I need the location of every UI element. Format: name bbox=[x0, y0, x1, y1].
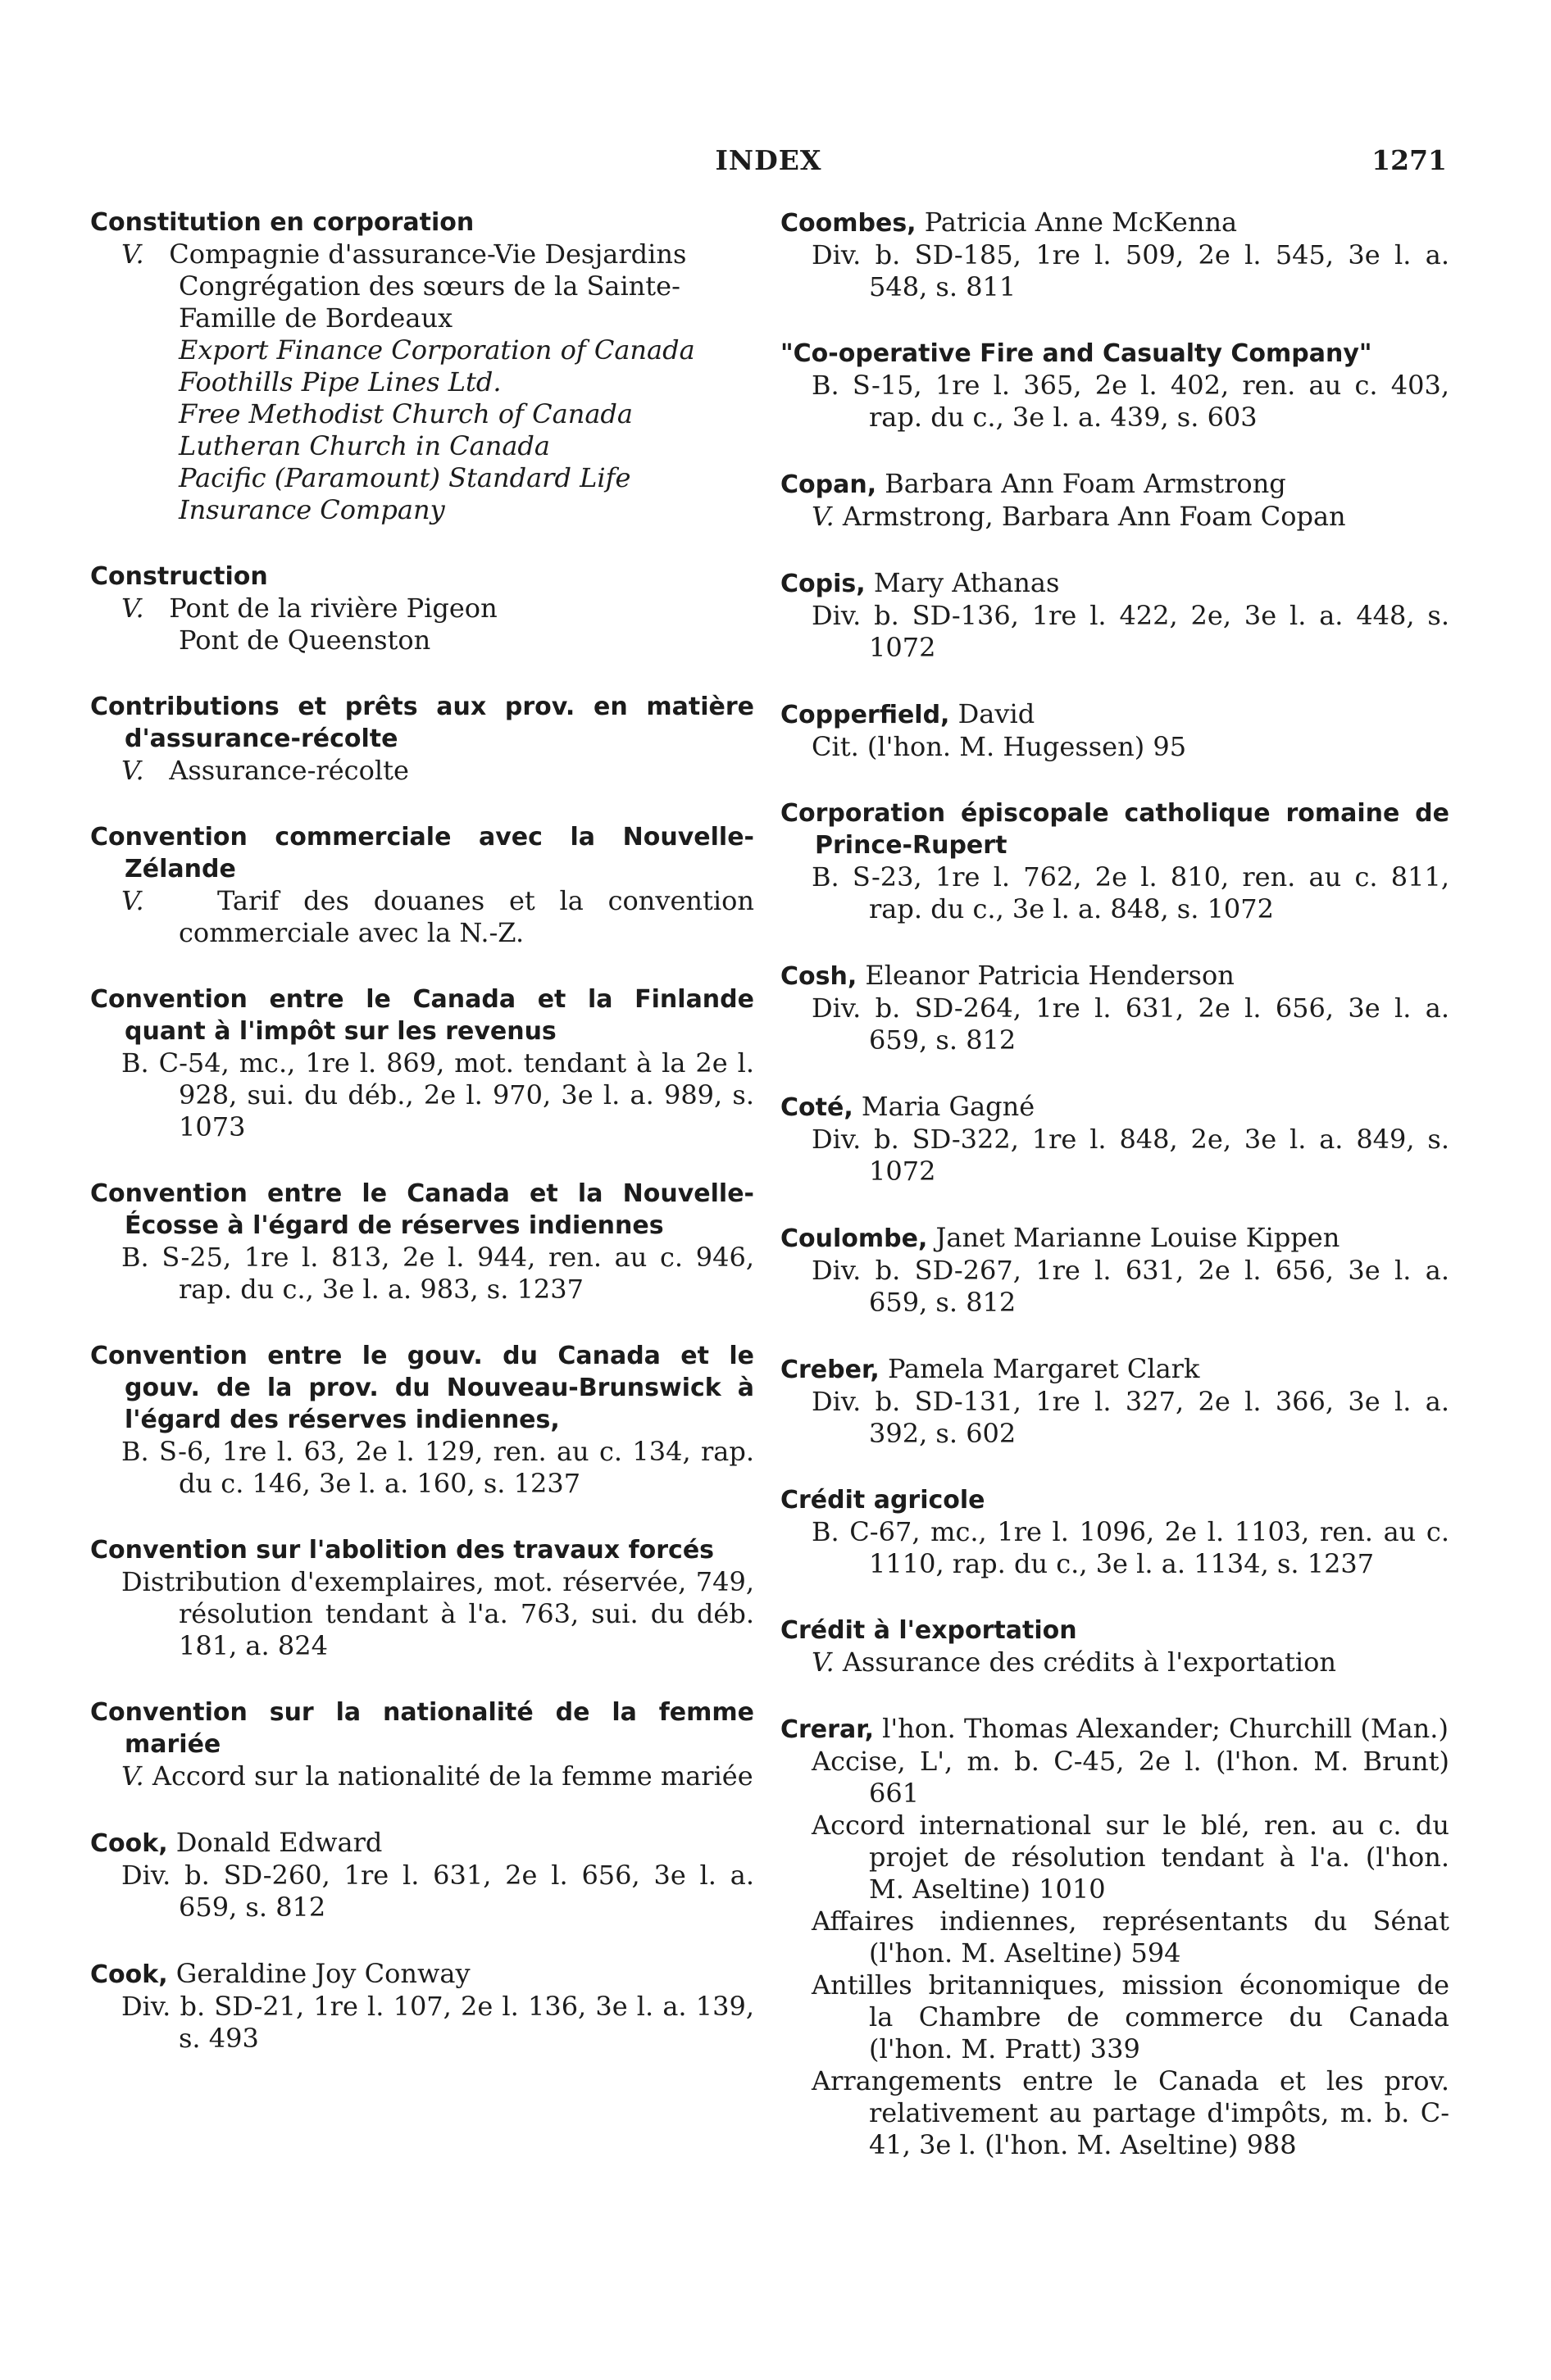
see-ref: V. bbox=[121, 593, 144, 624]
entry-body: B. S-25, 1re l. 813, 2e l. 944, ren. au c. 946, rap. du c., 3e l. a. 983, s. 1237 bbox=[121, 1242, 754, 1305]
see-ref: V. bbox=[121, 1760, 144, 1792]
index-entry bbox=[90, 1178, 754, 1306]
page-title: INDEX bbox=[715, 144, 822, 176]
name-surname: Copis, bbox=[780, 570, 866, 598]
entry-body: B. C-54, mc., 1re l. 869, mot. tendant à la 2e l. 928, sui. du déb., 2e l. 970, 3e l. a. 989, s. 1073 bbox=[121, 1047, 754, 1142]
name-given: Barbara Ann Foam Armstrong bbox=[876, 468, 1286, 499]
name-given: Donald Edward bbox=[167, 1827, 383, 1858]
entry-subitem bbox=[780, 1646, 1449, 1678]
name-surname: Cook, bbox=[90, 1829, 168, 1858]
entry-subitem: Pont de Queenston bbox=[179, 625, 431, 656]
entry-heading: Contributions et prêts aux prov. en matière d'assurance-récolte bbox=[90, 693, 754, 753]
entry-body: Div. b. SD-131, 1re l. 327, 2e l. 366, 3e l. a. 392, s. 602 bbox=[812, 1386, 1449, 1449]
left-column bbox=[90, 207, 754, 2089]
entry-heading: Constitution en corporation bbox=[90, 208, 475, 237]
subitem-text: Assurance-récolte bbox=[169, 755, 409, 786]
entry-subitem: Affaires indiennes, représentants du Sénat (l'hon. M. Aseltine) 594 bbox=[812, 1905, 1449, 1969]
entry-body: B. S-15, 1re l. 365, 2e l. 402, ren. au c. 403, rap. du c., 3e l. a. 439, s. 603 bbox=[812, 370, 1449, 433]
index-entry bbox=[780, 960, 1449, 1056]
index-entry bbox=[780, 207, 1449, 303]
entry-heading: Convention entre le Canada et la Nouvelle-Écosse à l'égard de réserves indiennes bbox=[90, 1179, 754, 1240]
entry-subitem: Arrangements entre le Canada et les prov. relativement au partage d'impôts, m. b. C-41, 3e l. (l'hon. M. Aseltine) 988 bbox=[812, 2065, 1449, 2160]
index-entry bbox=[90, 691, 754, 787]
entry-name bbox=[90, 1958, 754, 1991]
page-header bbox=[90, 144, 1447, 190]
entry-subitem bbox=[90, 1760, 754, 1792]
entry-subitem bbox=[90, 238, 754, 270]
subitem-text: Tarif des douanes et la convention commerciale avec la N.-Z. bbox=[179, 885, 754, 948]
index-entry bbox=[780, 1484, 1449, 1580]
entry-name bbox=[780, 960, 1449, 992]
index-entry bbox=[90, 1340, 754, 1500]
entry-heading: "Co-operative Fire and Casualty Company" bbox=[780, 339, 1372, 368]
entry-heading: Construction bbox=[90, 562, 268, 591]
entry-subitem bbox=[90, 593, 754, 625]
entry-name bbox=[90, 1827, 754, 1860]
entry-heading: Convention entre le gouv. du Canada et le gouv. de la prov. du Nouveau-Brunswick à l'égard des réserves indiennes, bbox=[90, 1342, 754, 1434]
entry-subitem bbox=[780, 501, 1449, 533]
entry-body: Div. b. SD-185, 1re l. 509, 2e l. 545, 3e l. a. 548, s. 811 bbox=[812, 239, 1449, 302]
name-surname: Crerar, bbox=[780, 1715, 874, 1744]
index-entry bbox=[780, 1713, 1449, 2161]
name-surname: Coté, bbox=[780, 1093, 853, 1122]
index-entry bbox=[780, 1353, 1449, 1450]
entry-body: Div. b. SD-264, 1re l. 631, 2e l. 656, 3e l. a. 659, s. 812 bbox=[812, 992, 1449, 1056]
page-number: 1271 bbox=[1371, 144, 1447, 176]
entry-subitem: Free Methodist Church of Canada bbox=[179, 398, 633, 429]
name-given: Pamela Margaret Clark bbox=[879, 1353, 1200, 1384]
entry-heading: Convention sur l'abolition des travaux forcés bbox=[90, 1536, 715, 1565]
index-entry bbox=[780, 1615, 1449, 1678]
index-entry bbox=[780, 468, 1449, 533]
name-given: Eleanor Patricia Henderson bbox=[857, 960, 1235, 991]
entry-body: Cit. (l'hon. M. Hugessen) 95 bbox=[812, 731, 1187, 762]
subitem-text: Armstrong, Barbara Ann Foam Copan bbox=[842, 501, 1346, 532]
name-surname: Copan, bbox=[780, 470, 877, 499]
name-surname: Coombes, bbox=[780, 209, 916, 238]
index-entry bbox=[90, 983, 754, 1143]
entry-body: Div. b. SD-267, 1re l. 631, 2e l. 656, 3e l. a. 659, s. 812 bbox=[812, 1255, 1449, 1318]
entry-name bbox=[780, 1353, 1449, 1386]
entry-name bbox=[780, 698, 1449, 731]
entry-heading: Crédit à l'exportation bbox=[780, 1616, 1077, 1645]
entry-body: Div. b. SD-136, 1re l. 422, 2e, 3e l. a. 448, s. 1072 bbox=[812, 600, 1449, 663]
entry-subitem: Export Finance Corporation of Canada bbox=[179, 334, 695, 366]
see-ref: V. bbox=[121, 885, 144, 916]
entry-subitem: Lutheran Church in Canada bbox=[179, 430, 550, 461]
index-entry bbox=[90, 1696, 754, 1792]
entry-heading: Convention sur la nationalité de la femme mariée bbox=[90, 1698, 754, 1759]
entry-body: Div. b. SD-21, 1re l. 107, 2e l. 136, 3e l. a. 139, s. 493 bbox=[121, 1991, 754, 2054]
name-given: Patricia Anne McKenna bbox=[916, 207, 1238, 238]
index-entry bbox=[90, 1534, 754, 1662]
subitem-text: Accord sur la nationalité de la femme mariée bbox=[152, 1760, 753, 1792]
index-entry bbox=[90, 1958, 754, 2055]
entry-name bbox=[780, 1713, 1449, 1746]
index-entry bbox=[780, 567, 1449, 664]
subitem-text: Pont de la rivière Pigeon bbox=[169, 593, 498, 624]
entry-subitem bbox=[90, 755, 754, 787]
index-entry bbox=[90, 1827, 754, 1924]
entry-subitem bbox=[90, 885, 754, 949]
see-ref: V. bbox=[812, 1646, 835, 1678]
index-entry bbox=[780, 797, 1449, 925]
entry-body: Div. b. SD-322, 1re l. 848, 2e, 3e l. a. 849, s. 1072 bbox=[812, 1124, 1449, 1187]
entry-name bbox=[780, 567, 1449, 600]
entry-subitem: Congrégation des sœurs de la Sainte-Famille de Bordeaux bbox=[179, 270, 680, 334]
entry-subitem: Antilles britanniques, mission économique de la Chambre de commerce du Canada (l'hon. M. Pratt) 339 bbox=[812, 1969, 1449, 2064]
subitem-text: Compagnie d'assurance-Vie Desjardins bbox=[169, 238, 687, 270]
subitem-text: Assurance des crédits à l'exportation bbox=[842, 1646, 1336, 1678]
index-entry bbox=[780, 338, 1449, 434]
name-given: Geraldine Joy Conway bbox=[167, 1958, 471, 1989]
entry-heading: Convention commerciale avec la Nouvelle-Zélande bbox=[90, 823, 754, 883]
index-entry bbox=[780, 1222, 1449, 1319]
entry-name bbox=[780, 1222, 1449, 1255]
name-surname: Cosh, bbox=[780, 962, 857, 991]
see-ref: V. bbox=[812, 501, 835, 532]
name-given: Maria Gagné bbox=[853, 1091, 1035, 1122]
entry-heading: Crédit agricole bbox=[780, 1486, 985, 1515]
name-given: Mary Athanas bbox=[865, 567, 1060, 598]
entry-body: Div. b. SD-260, 1re l. 631, 2e l. 656, 3e l. a. 659, s. 812 bbox=[121, 1860, 754, 1923]
name-given: l'hon. Thomas Alexander; Churchill (Man.) bbox=[873, 1713, 1449, 1744]
index-entry bbox=[90, 821, 754, 949]
see-ref: V. bbox=[121, 238, 144, 270]
entry-subitem: Foothills Pipe Lines Ltd. bbox=[179, 366, 502, 397]
index-entry bbox=[90, 561, 754, 656]
index-entry bbox=[780, 1091, 1449, 1188]
index-entry bbox=[90, 207, 754, 526]
entry-subitem: Accord international sur le blé, ren. au c. du projet de résolution tendant à l'a. (l'hon. M. Aseltine) 1010 bbox=[812, 1810, 1449, 1905]
name-surname: Copperfield, bbox=[780, 701, 950, 729]
index-entry bbox=[780, 698, 1449, 763]
entry-body: B. S-6, 1re l. 63, 2e l. 129, ren. au c. 134, rap. du c. 146, 3e l. a. 160, s. 1237 bbox=[121, 1436, 754, 1499]
entry-heading: Corporation épiscopale catholique romaine de Prince-Rupert bbox=[780, 799, 1449, 860]
name-surname: Creber, bbox=[780, 1356, 880, 1384]
entry-subitem: Accise, L', m. b. C-45, 2e l. (l'hon. M. Brunt) 661 bbox=[812, 1746, 1449, 1809]
entry-subitem: Pacific (Paramount) Standard Life Insurance Company bbox=[179, 462, 631, 525]
name-given: David bbox=[949, 698, 1035, 729]
entry-heading: Convention entre le Canada et la Finlande quant à l'impôt sur les revenus bbox=[90, 985, 754, 1046]
see-ref: V. bbox=[121, 755, 144, 786]
entry-body: B. C-67, mc., 1re l. 1096, 2e l. 1103, ren. au c. 1110, rap. du c., 3e l. a. 1134, s. 1237 bbox=[812, 1516, 1449, 1579]
entry-name bbox=[780, 207, 1449, 239]
entry-name bbox=[780, 1091, 1449, 1124]
name-surname: Coulombe, bbox=[780, 1224, 928, 1253]
right-column bbox=[780, 207, 1449, 2196]
entry-body: Distribution d'exemplaires, mot. réservée, 749, résolution tendant à l'a. 763, sui. du déb. 181, a. 824 bbox=[121, 1566, 754, 1661]
entry-name bbox=[780, 468, 1449, 501]
entry-body: B. S-23, 1re l. 762, 2e l. 810, ren. au c. 811, rap. du c., 3e l. a. 848, s. 1072 bbox=[812, 861, 1449, 924]
name-surname: Cook, bbox=[90, 1960, 168, 1989]
name-given: Janet Marianne Louise Kippen bbox=[927, 1222, 1340, 1253]
